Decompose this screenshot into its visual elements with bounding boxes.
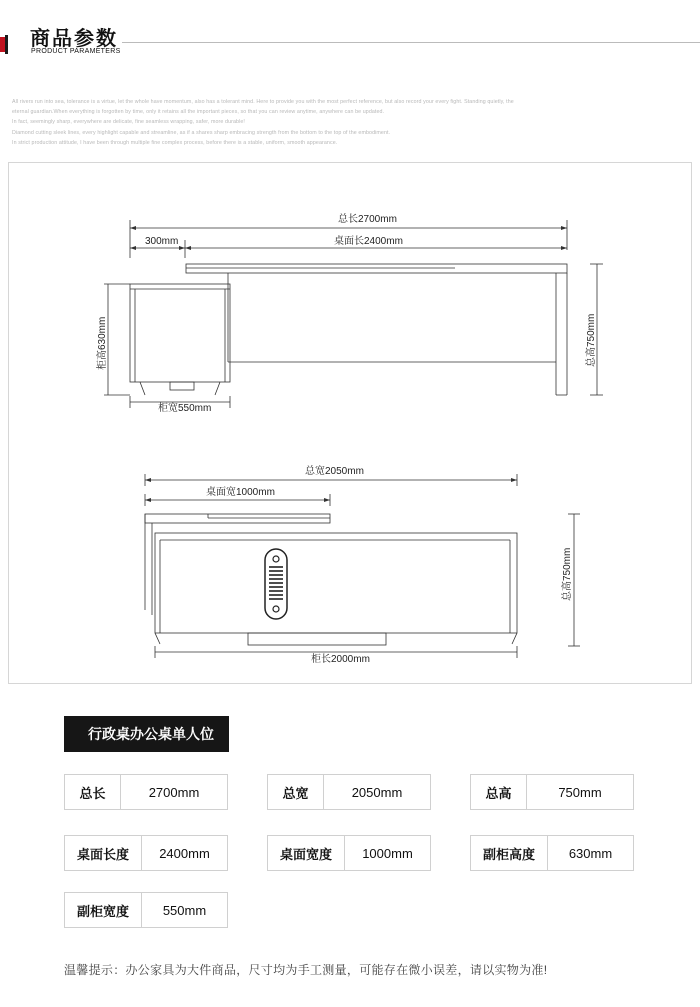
intro-line: In strict production attitude, I have been through multiple fine complex process, before there is a stable, uniform, smooth appearance. bbox=[12, 139, 338, 146]
intro-line: Diamond cutting sleek lines, every highlight capable and streamline, as if a shares sharp embracing strength from the bottom to the top of the embodiment. bbox=[12, 129, 391, 136]
footnote: 温馨提示：办公家具为大件商品，尺寸均为手工测量，可能存在微小误差，请以实物为准! bbox=[64, 963, 548, 977]
spec-label: 总宽 bbox=[268, 775, 324, 809]
spec-total-width bbox=[267, 774, 431, 810]
spec-value: 2400mm bbox=[159, 845, 210, 861]
side-total-width-label: 总宽2050mm bbox=[305, 466, 364, 477]
spec-label: 桌面长度 bbox=[65, 836, 142, 870]
intro-line: eternal guardian.When everything is forgotten by time, only it retains all the important pieces, so that you can review anytime, anywhere can be updated. bbox=[12, 109, 385, 116]
spec-value: 630mm bbox=[568, 845, 613, 861]
intro-line: All rivers run into sea, tolerance is a virtue, let the whole have momentum, also has a tolerant mind. Here to provide you with the most perfect reference, but also record your every fight. Standing quietly, the bbox=[12, 99, 514, 105]
spec-value: 550mm bbox=[162, 902, 207, 918]
front-cabinet-width-label: 柜宽550mm bbox=[158, 403, 212, 414]
spec-label: 总高 bbox=[471, 775, 527, 809]
section-title: 行政桌办公桌单人位 bbox=[64, 716, 229, 752]
intro-line: In fact, seemingly sharp, everywhere are delicate, fine seamless wrapping, safer, more durable! bbox=[12, 119, 245, 126]
spec-top-length bbox=[64, 835, 228, 871]
spec-value: 1000mm bbox=[362, 845, 413, 861]
page-subtitle: PRODUCT PARAMETERS bbox=[31, 48, 121, 55]
spec-label: 桌面宽度 bbox=[268, 836, 345, 870]
spec-value: 2700mm bbox=[148, 784, 200, 800]
grommet-icon bbox=[265, 549, 287, 619]
spec-cabinet-height bbox=[470, 835, 634, 871]
spec-total-length bbox=[64, 774, 228, 810]
side-top-width-label: 桌面宽1000mm bbox=[206, 487, 275, 498]
spec-cabinet-width bbox=[64, 892, 228, 928]
front-top-length-label: 桌面长2400mm bbox=[334, 236, 403, 247]
side-total-height-label: 总高750mm bbox=[562, 547, 573, 601]
front-total-length-label: 总长2700mm bbox=[338, 214, 397, 225]
front-total-height-label: 总高750mm bbox=[586, 313, 597, 367]
front-cabinet-height-label: 柜高630mm bbox=[97, 316, 108, 370]
side-cabinet-length-label: 柜长2000mm bbox=[311, 654, 370, 665]
spec-label: 总长 bbox=[65, 775, 121, 809]
spec-top-width bbox=[267, 835, 431, 871]
spec-total-height bbox=[470, 774, 634, 810]
front-side-length-label: 300mm bbox=[145, 236, 179, 247]
spec-value: 750mm bbox=[558, 784, 602, 800]
spec-label: 副柜宽度 bbox=[65, 893, 142, 927]
page-title: 商品参数 bbox=[30, 26, 118, 50]
spec-value: 2050mm bbox=[351, 784, 403, 800]
spec-label: 副柜高度 bbox=[471, 836, 548, 870]
